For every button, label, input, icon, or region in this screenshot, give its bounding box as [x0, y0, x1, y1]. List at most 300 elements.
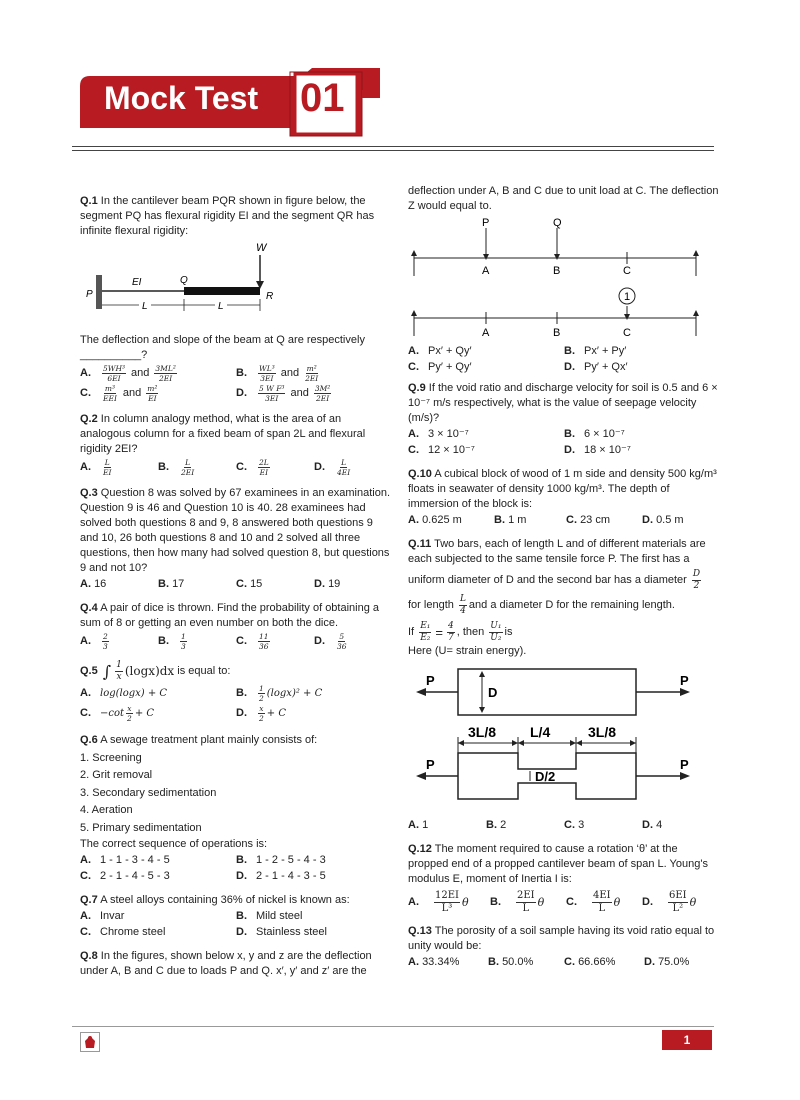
q5-b-num: 1	[259, 684, 264, 693]
q12-a-den: L³	[441, 903, 453, 914]
q5-option-d[interactable]	[236, 704, 286, 723]
q11-here: Here (U= strain energy).	[408, 645, 527, 657]
bar-1	[458, 669, 636, 715]
q13-option-d[interactable]	[644, 955, 689, 970]
q11-l-den: 4	[460, 606, 466, 616]
q8-option-c[interactable]	[408, 360, 564, 375]
dim-arrow-2	[512, 740, 518, 746]
q6-opt-b-value: 1 - 2 - 5 - 4 - 3	[256, 854, 326, 866]
q1-opt-d-label: D.	[236, 387, 247, 399]
q1-d1-den: 3EI	[265, 394, 279, 403]
label-a: A	[482, 265, 490, 277]
q2-text: In column analogy method, what is the area of an analogous column for a fixed beam of span 2L and flexural rigidity 2EI?	[80, 413, 366, 455]
q4-option-a[interactable]	[80, 632, 158, 651]
q11-is: is	[504, 626, 513, 638]
q2-d-num: L	[341, 458, 347, 467]
q4-d-den: 36	[337, 642, 347, 651]
q12-options	[408, 890, 720, 915]
q1-b1-den: 3EI	[260, 374, 274, 383]
q9-option-a[interactable]	[408, 427, 564, 442]
bar-2-arrow-right	[680, 772, 690, 780]
q9-option-b[interactable]	[564, 427, 625, 442]
q6-item-4: 4. Aeration	[80, 804, 133, 816]
beam-1-arrow-right	[693, 250, 699, 256]
q7-opt-b-label: B.	[236, 910, 247, 922]
q5-c-post: + C	[134, 708, 155, 719]
q7-option-d[interactable]	[236, 925, 327, 940]
right-column	[408, 184, 720, 971]
label-unit-load: 1	[624, 291, 631, 303]
label-l2: L	[218, 301, 224, 312]
q7-option-a[interactable]	[80, 909, 236, 924]
q11-option-b[interactable]	[486, 818, 564, 833]
q4-c-num: 11	[259, 632, 269, 641]
dim-arrow-3	[518, 740, 524, 746]
q13-option-a[interactable]	[408, 955, 488, 970]
q1-c-and: and	[122, 387, 142, 399]
q11-number: Q.11	[408, 538, 432, 550]
q12-b-num: 2EI	[517, 890, 535, 901]
q12-option-a[interactable]	[408, 890, 490, 915]
question-13	[408, 924, 720, 970]
q5-opt-b-value: (logx)² + C	[266, 688, 323, 699]
q11-line-2: uniform diameter of D and the second bar has a diameter	[408, 574, 687, 586]
q13-opt-b-value: 50.0%	[502, 956, 534, 968]
question-11	[408, 537, 720, 833]
q8-options-row-2	[408, 360, 720, 375]
q3-opt-a-value: 16	[94, 578, 107, 590]
q4-c-den: 36	[259, 642, 269, 651]
q5-option-c[interactable]	[80, 704, 236, 723]
q6-option-b[interactable]	[236, 853, 326, 868]
q11-d-den: 2	[693, 581, 700, 591]
q2-options	[80, 458, 392, 477]
q3-opt-c-value: 15	[250, 578, 263, 590]
q2-number: Q.2	[80, 413, 98, 425]
q11-line-3a: for length	[408, 599, 454, 611]
q3-opt-d-label: D.	[314, 578, 325, 590]
q13-opt-c-label: C.	[564, 956, 575, 968]
q9-option-c[interactable]	[408, 443, 564, 458]
header-title: Mock Test	[104, 80, 259, 116]
q12-d-num: 6EI	[669, 890, 687, 901]
q5-number: Q.5	[80, 665, 98, 677]
q5-option-a[interactable]	[80, 684, 236, 703]
q11-then: , then	[456, 626, 485, 638]
label-c2: C	[623, 327, 631, 339]
q4-opt-b-label: B.	[158, 635, 169, 647]
q12-b-theta: θ	[537, 896, 545, 909]
q1-option-a[interactable]	[80, 364, 236, 383]
q11-line-3b: and a diameter D for the remaining length.	[468, 599, 675, 611]
q11-if: If	[408, 626, 415, 638]
q11-option-a[interactable]	[408, 818, 486, 833]
q11-u-num: U₁	[490, 621, 502, 631]
q11-opt-a-label: A.	[408, 819, 419, 831]
q1-a2-den: 2EI	[159, 374, 173, 383]
q1-a2-num: 3ML²	[155, 364, 176, 373]
q2-option-b[interactable]	[158, 458, 236, 477]
q3-opt-b-label: B.	[158, 578, 169, 590]
q9-text: If the void ratio and discharge velocity for soil is 0.5 and 6 × 10⁻⁷ m/s respectively, what is the value of seepage velocity (m/s)?	[408, 382, 718, 424]
q6-option-c[interactable]	[80, 869, 236, 884]
label-b2: B	[553, 327, 561, 339]
q3-number: Q.3	[80, 487, 98, 499]
q11-option-c[interactable]	[564, 818, 642, 833]
q1-option-d[interactable]	[236, 384, 333, 403]
unit-load-arrow	[624, 314, 630, 320]
q3-opt-c-label: C.	[236, 578, 247, 590]
q13-opt-d-value: 75.0%	[658, 956, 690, 968]
q8-opt-c-value: Py′ + Qy′	[428, 361, 472, 373]
label-q: Q	[553, 217, 562, 229]
q13-opt-a-value: 33.34%	[422, 956, 460, 968]
q9-opt-b-value: 6 × 10⁻⁷	[584, 428, 625, 440]
q11-d-num: D	[692, 569, 701, 579]
q8-text: In the figures, shown below x, y and z are the deflection under A, B and C due to loads P and Q. x′, y′ and z′ are the	[80, 950, 372, 977]
q1-a1-den: 6EI	[107, 374, 121, 383]
q6-item-1: 1. Screening	[80, 751, 142, 764]
q10-option-d[interactable]	[642, 513, 684, 528]
q1-a-and: and	[131, 367, 150, 379]
q9-opt-d-value: 18 × 10⁻⁷	[584, 444, 631, 456]
q5-options-row-1	[80, 684, 392, 703]
q2-option-a[interactable]	[80, 458, 158, 477]
q8-option-b[interactable]	[564, 344, 626, 359]
q10-opt-b-value: 1 m	[508, 514, 527, 526]
q11-e-num: E₁	[420, 621, 431, 631]
q6-item-3: 3. Secondary sedimentation	[80, 786, 217, 799]
q9-opt-d-label: D.	[564, 444, 575, 456]
q6-item-2: 2. Grit removal	[80, 769, 153, 781]
q3-opt-d-value: 19	[328, 578, 341, 590]
q3-text: Question 8 was solved by 67 examinees in an examination. Question 9 is 46 and Question 10 is 40. 28 examinees had solved both questions 8 and 9, 8 answered both questions 9 and 10, 26 both questions 8 and 10 and 2 solved all three questions, then how many had solved question 8, but questions 9 and not 10?	[80, 487, 391, 574]
header-rule	[72, 146, 714, 147]
q11-bars-figure	[408, 665, 708, 817]
q10-opt-b-label: B.	[494, 514, 505, 526]
header-number: 01	[300, 76, 345, 120]
q9-option-d[interactable]	[564, 443, 631, 458]
q10-opt-d-label: D.	[642, 514, 653, 526]
q11-opt-b-label: B.	[486, 819, 497, 831]
beam-2-arrow-left	[411, 310, 417, 316]
bar-1-label-p-right: P	[680, 673, 689, 688]
q8-option-a[interactable]	[408, 344, 564, 359]
q8-opt-c-label: C.	[408, 361, 419, 373]
q3-opt-a-label: A.	[80, 578, 91, 590]
q1-options-row-2	[80, 384, 392, 403]
q10-option-a[interactable]	[408, 513, 494, 528]
q3-option-d[interactable]	[314, 577, 340, 592]
q1-text: In the cantilever beam PQR shown in figure below, the segment PQ has flexural rigidity EI and the segment QR has infinite flexural rigidity:	[80, 195, 375, 237]
bar-2-label-p-right: P	[680, 757, 689, 772]
q7-options-row-1	[80, 909, 392, 924]
q10-opt-a-label: A.	[408, 514, 419, 526]
q12-option-c[interactable]	[566, 890, 642, 915]
q5-d-den: 2	[259, 714, 264, 723]
header-banner	[80, 68, 390, 141]
q12-d-theta: θ	[689, 896, 697, 909]
q6-opt-c-label: C.	[80, 870, 91, 882]
question-10	[408, 467, 720, 528]
q5-integral: ∫	[102, 662, 112, 681]
q1-opt-c-label: C.	[80, 387, 91, 399]
question-8-part-1	[80, 949, 392, 979]
dim-label-3: 3L/8	[588, 724, 617, 740]
q2-opt-c-label: C.	[236, 461, 247, 473]
q4-options	[80, 632, 392, 651]
q10-text: A cubical block of wood of 1 m side and density 500 kg/m³ floats in seawater of density 1000 kg/m³. The depth of immersion of the block is:	[408, 468, 717, 510]
q9-options-row-2	[408, 443, 720, 458]
q1-c2-num: m²	[147, 384, 158, 393]
q4-number: Q.4	[80, 602, 98, 614]
q1-c1-den: EEI	[103, 394, 117, 403]
q11-r-den: 7	[447, 633, 454, 643]
bar-1-arrow-left	[416, 688, 426, 696]
q7-options-row-2	[80, 925, 392, 940]
q11-options	[408, 818, 720, 833]
q6-opt-d-value: 2 - 1 - 4 - 3 - 5	[256, 870, 326, 882]
q8-option-d[interactable]	[564, 360, 628, 375]
q2-b-den: 2EI	[181, 468, 195, 477]
q13-opt-c-value: 66.66%	[578, 956, 616, 968]
q10-opt-c-value: 23 cm	[580, 514, 611, 526]
dim-arrow-1	[458, 740, 464, 746]
question-5	[80, 660, 392, 723]
q7-text: A steel alloys containing 36% of nickel is known as:	[100, 894, 350, 906]
q1-b2-num: m²	[306, 364, 317, 373]
left-column	[80, 194, 392, 979]
q11-opt-d-label: D.	[642, 819, 653, 831]
q4-text: A pair of dice is thrown. Find the probability of obtaining a sum of 8 or getting an even number on both the dice.	[80, 602, 380, 629]
q11-opt-d-value: 4	[656, 819, 663, 831]
q1-option-c[interactable]	[80, 384, 236, 403]
q8-opt-b-value: Px′ + Py′	[584, 345, 627, 357]
q5-opt-a-label: A.	[80, 687, 91, 699]
q8-opt-d-label: D.	[564, 361, 575, 373]
q13-options	[408, 955, 720, 970]
label-q: Q	[180, 275, 188, 286]
q12-option-b[interactable]	[490, 890, 566, 915]
q8-opt-b-label: B.	[564, 345, 575, 357]
bar-1-label-p-left: P	[426, 673, 435, 688]
q6-opt-a-label: A.	[80, 854, 91, 866]
q4-a-num: 2	[103, 632, 108, 641]
q1-b-and: and	[280, 367, 300, 379]
q8-opt-a-label: A.	[408, 345, 419, 357]
label-b: B	[553, 265, 561, 277]
fixed-support	[96, 275, 102, 309]
q5-b-den: 2	[259, 694, 264, 703]
q1-cantilever-figure	[84, 243, 304, 329]
q12-opt-d-label: D.	[642, 896, 653, 908]
question-6	[80, 732, 392, 884]
q6-opt-c-value: 2 - 1 - 4 - 5 - 3	[100, 870, 170, 882]
bar-2-arrow-left	[416, 772, 426, 780]
q12-c-num: 4EI	[593, 890, 611, 901]
q9-opt-c-value: 12 × 10⁻⁷	[428, 444, 475, 456]
q11-l-num: L	[459, 594, 466, 604]
dim-arrow-4	[570, 740, 576, 746]
question-3	[80, 486, 392, 592]
bar-1-arrow-right	[680, 688, 690, 696]
q5-c-pre: −cot	[100, 708, 125, 719]
q1-b1-num: WL³	[259, 364, 275, 373]
q5-option-b[interactable]	[236, 684, 322, 703]
q7-option-c[interactable]	[80, 925, 236, 940]
q6-option-d[interactable]	[236, 869, 326, 884]
question-2	[80, 412, 392, 477]
q12-opt-a-label: A.	[408, 896, 419, 908]
q1-c1-num: m³	[104, 384, 116, 393]
q5-c-num: x	[127, 704, 132, 713]
question-9	[408, 381, 720, 458]
q1-d2-den: 2EI	[315, 394, 330, 403]
q13-text: The porosity of a soil sample having its void ratio equal to unity would be:	[408, 925, 715, 952]
q10-number: Q.10	[408, 468, 432, 480]
q12-a-theta: θ	[461, 896, 469, 909]
q9-opt-c-label: C.	[408, 444, 419, 456]
q5-opt-a-value: log(logx) + C	[100, 688, 168, 699]
q11-opt-b-value: 2	[500, 819, 507, 831]
q13-option-c[interactable]	[564, 955, 644, 970]
q7-opt-d-value: Stainless steel	[256, 926, 327, 938]
q10-options	[408, 513, 720, 528]
q1-number: Q.1	[80, 195, 98, 207]
page-number-badge: 1	[662, 1030, 712, 1050]
q4-opt-c-label: C.	[236, 635, 247, 647]
q13-opt-b-label: B.	[488, 956, 499, 968]
beam-1-arrow-left	[411, 250, 417, 256]
q7-opt-a-label: A.	[80, 910, 91, 922]
q12-opt-b-label: B.	[490, 896, 501, 908]
q6-option-a[interactable]	[80, 853, 236, 868]
label-c: C	[623, 265, 631, 277]
q4-option-c[interactable]	[236, 632, 314, 651]
q5-d-num: x	[259, 704, 264, 713]
q4-b-num: 1	[181, 632, 186, 641]
q6-text: A sewage treatment plant mainly consists of:	[100, 734, 318, 746]
q10-opt-d-value: 0.5 m	[656, 514, 684, 526]
q10-option-c[interactable]	[566, 513, 642, 528]
q13-opt-d-label: D.	[644, 956, 655, 968]
q9-opt-b-label: B.	[564, 428, 575, 440]
q2-opt-a-label: A.	[80, 461, 91, 473]
q2-option-c[interactable]	[236, 458, 314, 477]
dim-arrow-6	[630, 740, 636, 746]
q7-opt-c-value: Chrome steel	[100, 926, 166, 938]
q3-options	[80, 577, 392, 592]
q5-text: is equal to:	[177, 665, 231, 677]
q1-d-and: and	[290, 387, 309, 399]
q1-b2-den: 2EI	[305, 374, 319, 383]
q3-opt-b-value: 17	[172, 578, 185, 590]
q2-d-den: 4EI	[337, 468, 351, 477]
label-w: W	[256, 243, 267, 254]
q5-frac-num: 1	[116, 660, 122, 670]
q6-number: Q.6	[80, 734, 98, 746]
dim-label-2: L/4	[530, 724, 551, 740]
label-l1: L	[142, 301, 148, 312]
q9-opt-a-label: A.	[408, 428, 419, 440]
q2-c-den: EI	[259, 468, 269, 477]
q11-equals: =	[435, 625, 443, 640]
question-4	[80, 601, 392, 651]
q13-option-b[interactable]	[488, 955, 564, 970]
q5-opt-d-label: D.	[236, 707, 247, 719]
q7-opt-c-label: C.	[80, 926, 91, 938]
q11-opt-c-value: 3	[578, 819, 585, 831]
q6-opt-a-value: 1 - 1 - 3 - 4 - 5	[100, 854, 170, 866]
load-p-arrow	[483, 254, 489, 260]
q12-number: Q.12	[408, 843, 432, 855]
q7-opt-a-value: Invar	[100, 910, 125, 922]
q5-d-post: + C	[266, 708, 286, 719]
q9-opt-a-value: 3 × 10⁻⁷	[428, 428, 469, 440]
q1-c2-den: EI	[148, 394, 157, 403]
q1-option-b[interactable]	[236, 364, 321, 383]
q5-opt-b-label: B.	[236, 687, 247, 699]
q7-opt-b-value: Mild steel	[256, 910, 303, 922]
q12-c-theta: θ	[613, 896, 621, 909]
q11-e-den: E₂	[420, 633, 431, 643]
q12-opt-c-label: C.	[566, 896, 577, 908]
q8-opt-d-value: Py′ + Qx′	[584, 361, 628, 373]
q7-option-b[interactable]	[236, 909, 302, 924]
q2-option-d[interactable]	[314, 458, 353, 477]
q5-c-den: 2	[127, 714, 132, 723]
q8-number: Q.8	[80, 950, 98, 962]
header-rule-2	[72, 150, 714, 151]
q10-opt-c-label: C.	[566, 514, 577, 526]
q11-opt-c-label: C.	[564, 819, 575, 831]
q6-opt-d-label: D.	[236, 870, 247, 882]
q1-d1-num: 5 W F³	[259, 384, 285, 393]
q11-option-d[interactable]	[642, 818, 662, 833]
q4-option-b[interactable]	[158, 632, 236, 651]
q3-option-c[interactable]	[236, 577, 314, 592]
q12-text: The moment required to cause a rotation ‘θ’ at the propped end of a propped cantilever beam of span L. Young's modulus E, moment of Inertia I is:	[408, 843, 708, 885]
q6-opt-b-label: B.	[236, 854, 247, 866]
q8-text-continued: deflection under A, B and C due to unit load at C. The deflection Z would equal to.	[408, 185, 719, 212]
q1-opt-a-label: A.	[80, 367, 91, 379]
q3-option-a[interactable]	[80, 577, 158, 592]
bar-2-label-p-left: P	[426, 757, 435, 772]
q5-frac-den: x	[116, 672, 122, 682]
q12-option-d[interactable]	[642, 890, 696, 915]
q8-options-row-1	[408, 344, 720, 359]
load-q-arrow	[554, 254, 560, 260]
bar-1-label-d: D	[488, 685, 498, 700]
q12-d-den: L²	[672, 903, 684, 914]
q10-option-b[interactable]	[494, 513, 566, 528]
q2-a-num: L	[104, 458, 110, 467]
q5-expression: (logx)dx	[124, 664, 175, 678]
q2-a-den: EI	[103, 468, 112, 477]
q3-option-b[interactable]	[158, 577, 236, 592]
q4-option-d[interactable]	[314, 632, 350, 651]
q2-opt-b-label: B.	[158, 461, 169, 473]
q13-number: Q.13	[408, 925, 432, 937]
q6-options-row-2	[80, 869, 392, 884]
question-7	[80, 893, 392, 940]
q5-opt-c-label: C.	[80, 707, 91, 719]
q6-question: The correct sequence of operations is:	[80, 838, 268, 850]
q1-options-row-1	[80, 364, 392, 383]
q12-b-den: L	[522, 903, 530, 914]
beam-2-arrow-right	[693, 310, 699, 316]
q4-opt-a-label: A.	[80, 635, 91, 647]
